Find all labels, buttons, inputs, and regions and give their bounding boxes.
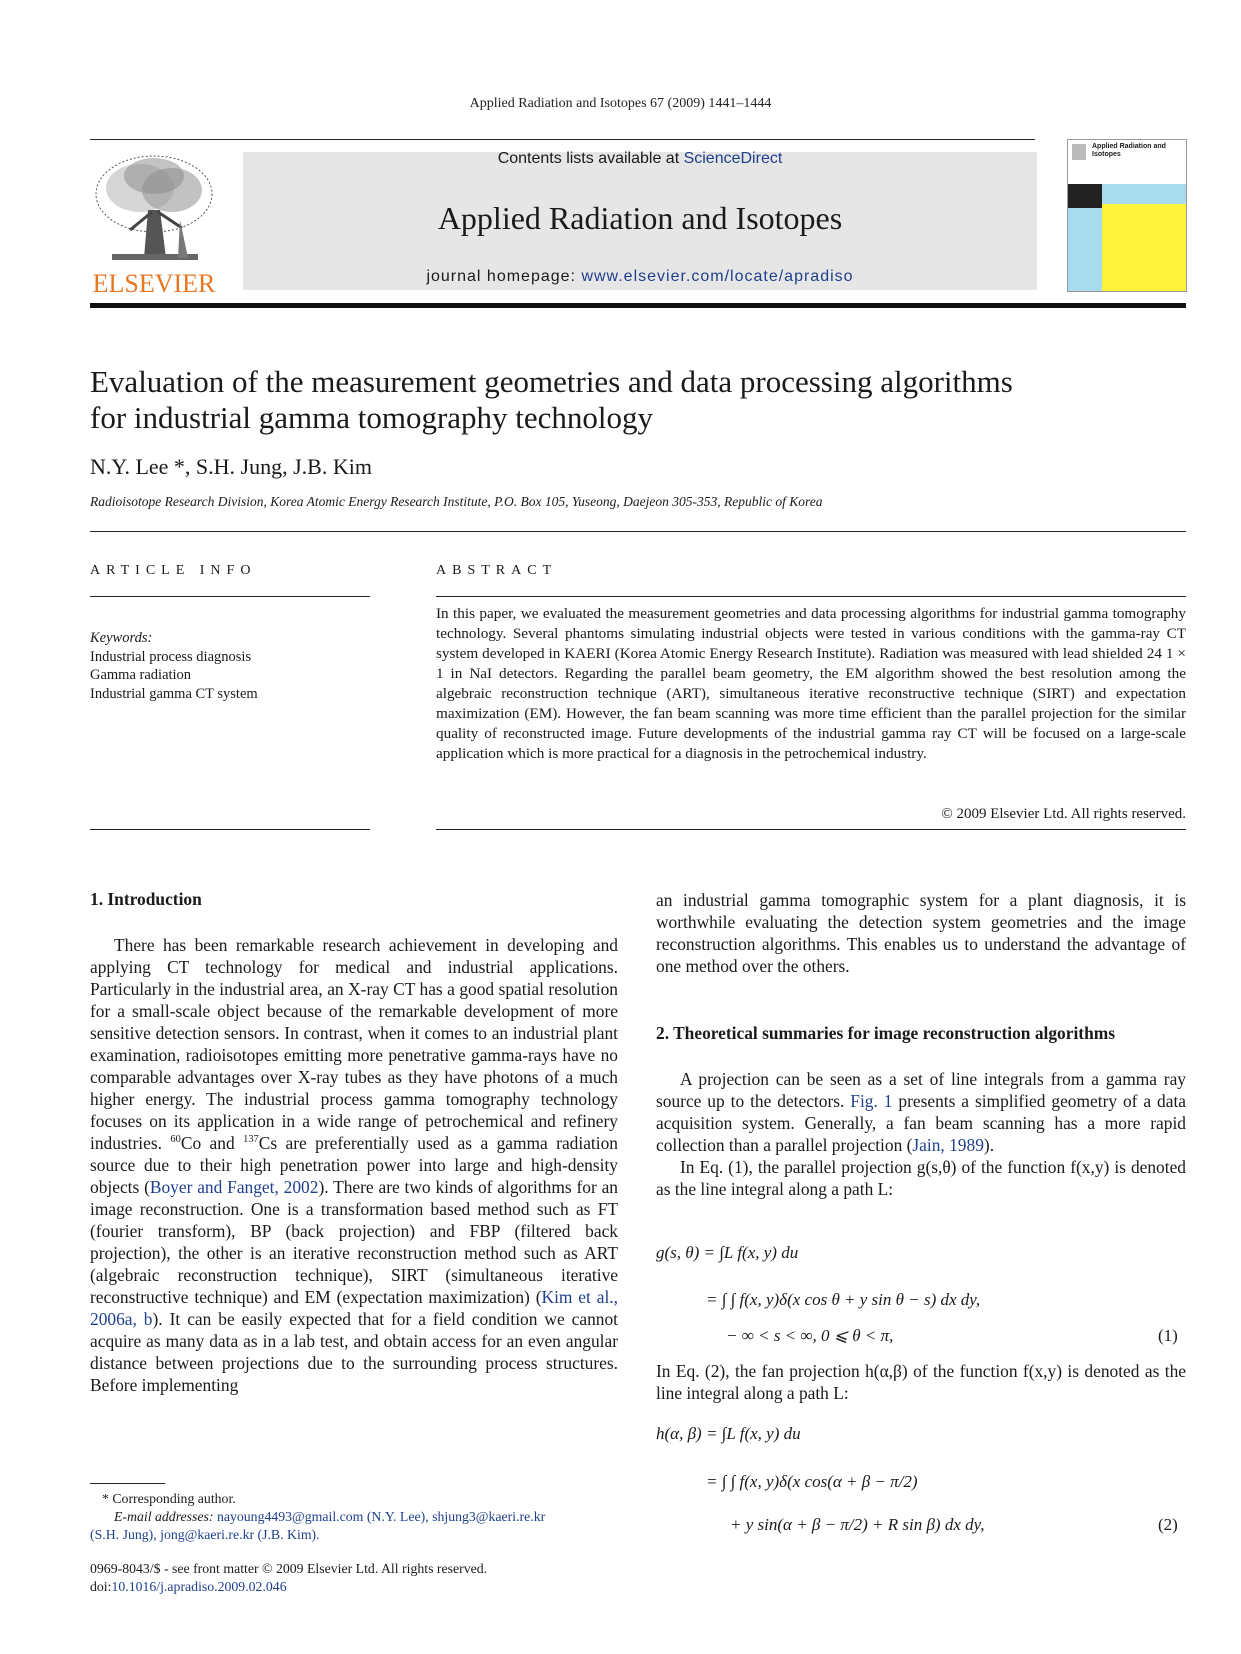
abstract-copyright: © 2009 Elsevier Ltd. All rights reserved.: [941, 806, 1186, 822]
abstract-heading: ABSTRACT: [436, 563, 558, 578]
theory-paragraph-2: In Eq. (1), the parallel projection g(s,θ) of the function f(x,y) is denoted as the line integral along a path L:: [656, 1157, 1186, 1199]
equation-1-line-2: = ∫ ∫ f(x, y)δ(x cos θ + y sin θ − s) dx dy,: [706, 1290, 981, 1309]
citation-jain[interactable]: Jain, 1989: [912, 1135, 984, 1155]
cover-header: [1068, 140, 1186, 184]
elsevier-wordmark: ELSEVIER: [92, 269, 216, 298]
section-2-heading: 2. Theoretical summaries for image reconstruction algorithms: [656, 1023, 1116, 1043]
authors: N.Y. Lee *, S.H. Jung, J.B. Kim: [90, 454, 372, 479]
affiliation: Radioisotope Research Division, Korea Atomic Energy Research Institute, P.O. Box 105, Yuseong, Daejeon 305-353, Republic of Korea: [90, 494, 823, 509]
equation-2-line-1: h(α, β) = ∫L f(x, y) du: [656, 1424, 801, 1443]
email-link-lee[interactable]: nayoung4493@gmail.com: [216, 1509, 364, 1524]
email-addresses: E-mail addresses: nayoung4493@gmail.com (N.Y. Lee), shjung3@kaeri.re.kr: [114, 1509, 546, 1524]
section-1-heading: 1. Introduction: [90, 889, 202, 909]
journal-title: Applied Radiation and Isotopes: [437, 200, 843, 236]
equation-1-line-3: − ∞ < s < ∞, 0 ⩽ θ < π,: [726, 1326, 894, 1345]
sciencedirect-link[interactable]: ScienceDirect: [683, 150, 783, 167]
cover-dark-strip-2: [1068, 184, 1102, 208]
elsevier-logo: [90, 150, 218, 298]
email-addresses-cont: (S.H. Jung), jong@kaeri.re.kr (J.B. Kim).: [90, 1527, 320, 1542]
doi-line: doi:10.1016/j.apradiso.2009.02.046: [90, 1579, 287, 1594]
running-head: Applied Radiation and Isotopes 67 (2009) 1441–1444: [469, 96, 772, 111]
header-rule-top: [90, 139, 1035, 140]
theory-paragraph-3: In Eq. (2), the fan projection h(α,β) of the function f(x,y) is denoted as the line integral along a path L:: [656, 1361, 1186, 1403]
article-title: Evaluation of the measurement geometries and data processing algorithms for industrial gamma tomography technology: [90, 364, 1013, 435]
email-link-jung[interactable]: shjung3@kaeri.re.kr: [432, 1509, 546, 1524]
keyword-item: Gamma radiation: [90, 667, 192, 683]
homepage-line: journal homepage: www.elsevier.com/locate/apradiso: [426, 268, 854, 285]
equation-2-line-3: + y sin(α + β − π/2) + R sin β) dx dy,: [730, 1515, 985, 1534]
equation-2-line-2: = ∫ ∫ f(x, y)δ(x cos(α + β − π/2): [706, 1472, 918, 1491]
equation-1-line-1: g(s, θ) = ∫L f(x, y) du: [656, 1243, 799, 1262]
footnote: [90, 1490, 618, 1544]
intro-paragraph: There has been remarkable research achievement in developing and applying CT technology for medical and industrial applications. Particularly in the industrial area, an X-ray CT has a good spatial resolution for a small-scale object because of the remarkable development of more sensitive detection sensors. In contrast, when it comes to an industrial plant examination, radioisotopes emitting more penetrative gamma-rays have no comparable advantages over X-ray tubes as they have photons of a much higher energy. The industrial process gamma tomography technology focuses on its application in a wide range of petrochemical and refinery industries. $^{60}$Co and $^{137}$Cs are preferentially used as a gamma radiation source due to their high penetration power into large and high-density objects (Boyer and Fanget, 2002). There are two kinds of algorithms for an image reconstruction. One is a transformation based method such as FT (fourier transform), BP (back projection) and FBP (filtered back projection), the other is an iterative reconstruction method such as ART (algebraic reconstruction technique), SIRT (simultaneous iterative reconstructive technique) and EM (expectation maximization) (Kim et al., 2006a, b). It can be easily expected that for a field condition we cannot acquire as many data as in a lab test, and obtain access for an even angular distance between projections due to the surrounding process structures. Before implementing: [90, 935, 619, 1395]
title-rule: [90, 531, 1186, 532]
equation-1-number: (1): [1158, 1326, 1178, 1345]
abstract-rule: [436, 596, 1186, 597]
keywords-label: Keywords:: [90, 630, 153, 646]
journal-cover: [1067, 139, 1187, 292]
corresponding-author: * Corresponding author.: [102, 1491, 236, 1506]
citation-boyer[interactable]: Boyer and Fanget, 2002: [149, 1177, 319, 1197]
citation-kim[interactable]: Kim et al., 2006a, b: [90, 1287, 618, 1329]
article-info-heading: ARTICLE INFO: [90, 563, 257, 578]
keyword-item: Industrial gamma CT system: [90, 685, 258, 702]
theory-paragraph-1: A projection can be seen as a set of line integrals from a gamma ray source up to the detectors. Fig. 1 presents a simplified geometry of a data acquisition system. Generally, a fan beam scanning has a more rapid collection than a parallel projection (Jain, 1989). In Eq. (1), the parallel projection g(s,θ) of the function f(x,y) is denoted as the line integral along a path L:: [656, 1069, 1187, 1199]
article-info-rule-bottom: [90, 829, 370, 830]
intro-continued: an industrial gamma tomographic system for a plant diagnosis, it is worthwhile evaluating the detection system geometries and the image reconstruction algorithms. This enables us to understand the advantage of one method over the others.: [656, 890, 1186, 976]
cover-logo-icon: [1072, 144, 1086, 160]
header-rule-thick: [90, 303, 1186, 308]
email-link-kim[interactable]: jong@kaeri.re.kr: [160, 1527, 255, 1542]
homepage-link[interactable]: www.elsevier.com/locate/apradiso: [581, 268, 854, 285]
elsevier-tree-icon: [90, 150, 218, 266]
issn-line: 0969-8043/$ - see front matter © 2009 Elsevier Ltd. All rights reserved.: [90, 1561, 488, 1576]
article-info-rule: [90, 596, 370, 597]
cover-title: Applied Radiation and Isotopes: [1092, 143, 1166, 158]
front-matter: [90, 1560, 650, 1596]
abstract-rule-bottom: [436, 829, 1186, 830]
cover-yellow-panel: [1102, 204, 1186, 291]
keyword-item: Industrial process diagnosis: [90, 648, 252, 665]
abstract-text: In this paper, we evaluated the measurement geometries and data processing algorithms for industrial gamma tomography technology. Several phantoms simulating industrial objects were tested in various conditions with the gamma-ray CT system developed in KAERI (Korea Atomic Energy Research Institute). Radiation was measured with lead shielded 24 1 × 1 in NaI detectors. Regarding the parallel beam geometry, the EM algorithm showed the best resolution among the algebraic reconstruction technique (ART), simultaneous iterative reconstructive technique (SIRT) and expectation maximization (EM). However, the fan beam scanning was more time efficient than the parallel projection for the similar quality of reconstructed image. Future developments of the industrial gamma ray CT will be focused on a large-scale application which is more practical for a diagnosis in the petrochemical industry.: [436, 605, 1186, 762]
footnote-rule: [90, 1483, 165, 1484]
doi-link[interactable]: 10.1016/j.apradiso.2009.02.046: [111, 1579, 287, 1594]
figure-1-link[interactable]: Fig. 1: [850, 1091, 893, 1111]
keywords-block: [90, 629, 258, 703]
contents-line: Contents lists available at ScienceDirect: [497, 150, 783, 167]
equation-2-number: (2): [1158, 1515, 1178, 1534]
